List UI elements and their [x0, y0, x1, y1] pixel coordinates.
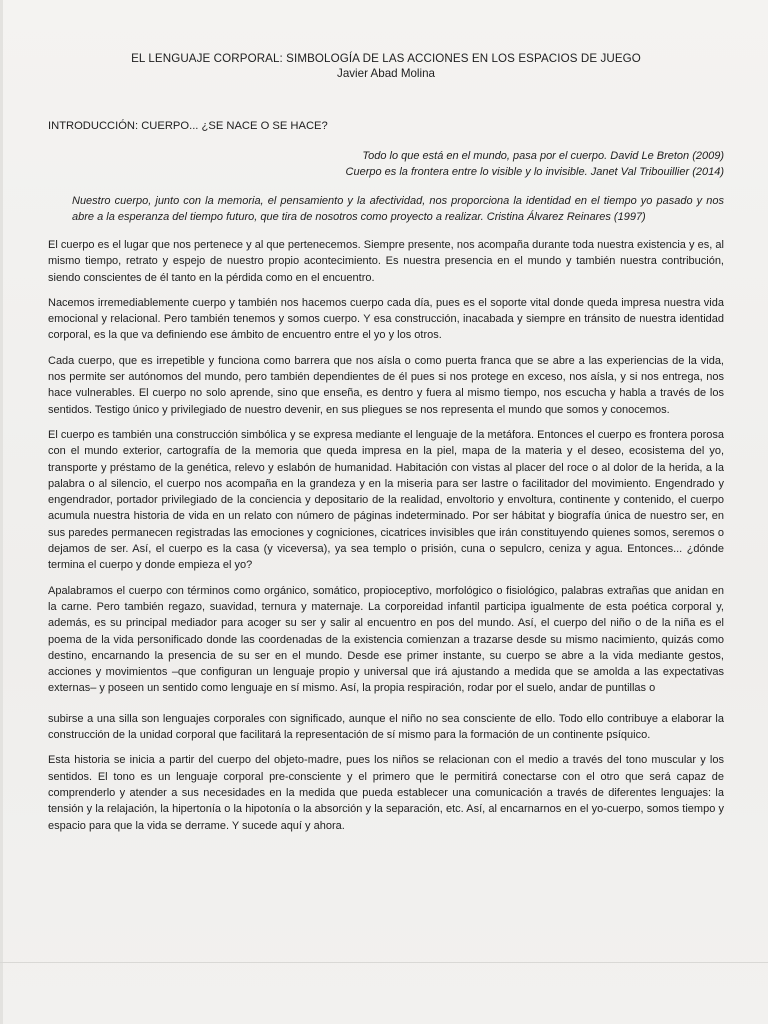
epigraph: Cuerpo es la frontera entre lo visible y lo invisible. Janet Val Tribouillier (2014) [345, 166, 724, 178]
page-edge [0, 0, 3, 1024]
paragraph: Nacemos irremediablemente cuerpo y también nos hacemos cuerpo cada día, pues es el soporte vital donde queda impresa nuestra vida emocional y relacional. Pero también tenemos y somos cuerpo. Y esa construcción, inacabada y siempre en tránsito de nuestra identidad corporal, es la que va definiendo ese ámbito de encuentro entre el yo y los otros. [48, 296, 724, 342]
paragraph: El cuerpo es también una construcción simbólica y se expresa mediante el lenguaje de la metáfora. Entonces el cuerpo es frontera porosa con el mundo exterior, cartografía de la memoria que queda impresa en la piel, mapa de la materia y el deseo, ecosistema del yo, transporte y préstamo de la genética, relevo y eslabón de humanidad. Habitación con vistas al placer del roce o al dolor de la herida, a la palabra o al silencio, el cuerpo nos acompaña en la grandeza y en la miseria para ser lastre o facilitador del movimiento. Engendrado y engendrador, portador privilegiado de la conciencia y depositario de la realidad, envoltorio y envoltura, continente y contenido, el cuerpo acumula nuestra historia de vida en un relato con número de páginas indeterminado. Por ser hábitat y biografía única de nuestro ser, en sus paredes permanecen registradas las emociones y cogniciones, cicatrices invisibles que irán constituyendo quienes somos, seremos o dejamos de ser. Así, el cuerpo es la casa (y viceversa), ya sea templo o prisión, cuna o sepulcro, ceniza y agua. Entonces... ¿dónde termina el cuerpo y donde empieza el yo? [48, 428, 724, 572]
paragraph: Cada cuerpo, que es irrepetible y funciona como barrera que nos aísla o como puerta franca que se abre a las experiencias de la vida, nos permite ser autónomos del mundo, pero también dependientes de él pues si nos protege en exceso, nos aísla, y si nos entrega, nos hace vulnerables. El cuerpo no solo aprende, sino que enseña, es dentro y fuera al mismo tiempo, nos escucha y habla a través de los sentidos. Testigo único y privilegiado de nuestro devenir, en sus pliegues se nos representa el mundo que somos y conocemos. [48, 354, 724, 416]
paragraph: El cuerpo es el lugar que nos pertenece y al que pertenecemos. Siempre presente, nos acompaña durante toda nuestra existencia y es, al mismo tiempo, retrato y espejo de nuestro propio acontecimiento. Es nuestra presencia en el mundo y también nuestra contribución, siendo conscientes de él tanto en la pérdida como en el encuentro. [48, 239, 724, 284]
paragraph: Esta historia se inicia a partir del cuerpo del objeto-madre, pues los niños se relacionan con el medio a través del tono muscular y los sentidos. El tono es un lenguaje corporal pre-consciente y el primero que le permitirá conectarse con el otro que será capaz de comprenderlo y atender a sus necesidades en la medida que pueda establecer una comunicación a través de diferentes lenguajes: la tensión y la relajación, la hipertonía o la hipotonía o la absorción y la separación, etc. Así, al encarnarnos en el yo-cuerpo, somos tiempo y espacio para que la vida se derrame. Y sucede aquí y ahora. [48, 754, 724, 832]
section-heading: INTRODUCCIÓN: CUERPO... ¿SE NACE O SE HACE? [48, 120, 328, 132]
document-title: EL LENGUAJE CORPORAL: SIMBOLOGÍA DE LAS ACCIONES EN LOS ESPACIOS DE JUEGO [131, 52, 641, 65]
epigraph: Todo lo que está en el mundo, pasa por el cuerpo. David Le Breton (2009) [362, 150, 724, 162]
document-author: Javier Abad Molina [337, 67, 435, 80]
paragraph: subirse a una silla son lenguajes corporales con significado, aunque el niño no sea consciente de ello. Todo ello contribuye a elaborar la construcción de la unidad corporal que facilitará la representación de sí mismo para la formación de un continente psíquico. [48, 712, 724, 742]
epigraphs [48, 148, 724, 180]
paragraph: Apalabramos el cuerpo con términos como orgánico, somático, propioceptivo, morfológico o fisiológico, palabras extrañas que anidan en la carne. Pero también regazo, suavidad, ternura y maternaje. La corporeidad infantil participa igualmente de esta poética corporal y, además, es su principal mediador para acoger su ser y salir al encuentro en pos del mundo. Así, el cuerpo del niño o de la niña es el poema de la vida personificado donde las coordenadas de la existencia comienzan a trazarse desde su mismo nacimiento, quizás como destino, encarnando la presencia de su ser en el mundo. Desde ese primer instante, su cuerpo se abre a la vida mediante gestos, acciones y movimientos –que configuran un lenguaje propio y universal que irá ajustando a medida que se amolda a las expectativas externas– y poseen un sentido como lenguaje en sí mismo. Así, la propia respiración, rodar por el suelo, andar de puntillas o [48, 584, 724, 695]
document-body [48, 52, 724, 834]
block-quote: Nuestro cuerpo, junto con la memoria, el pensamiento y la afectividad, nos proporciona la identidad en el tiempo yo pasado y nos abre a la esperanza del tiempo futuro, que tira de nosotros como proyecto a realizar. Cristina Álvarez Reinares (1997) [72, 195, 724, 223]
page-fold-line [0, 962, 768, 963]
